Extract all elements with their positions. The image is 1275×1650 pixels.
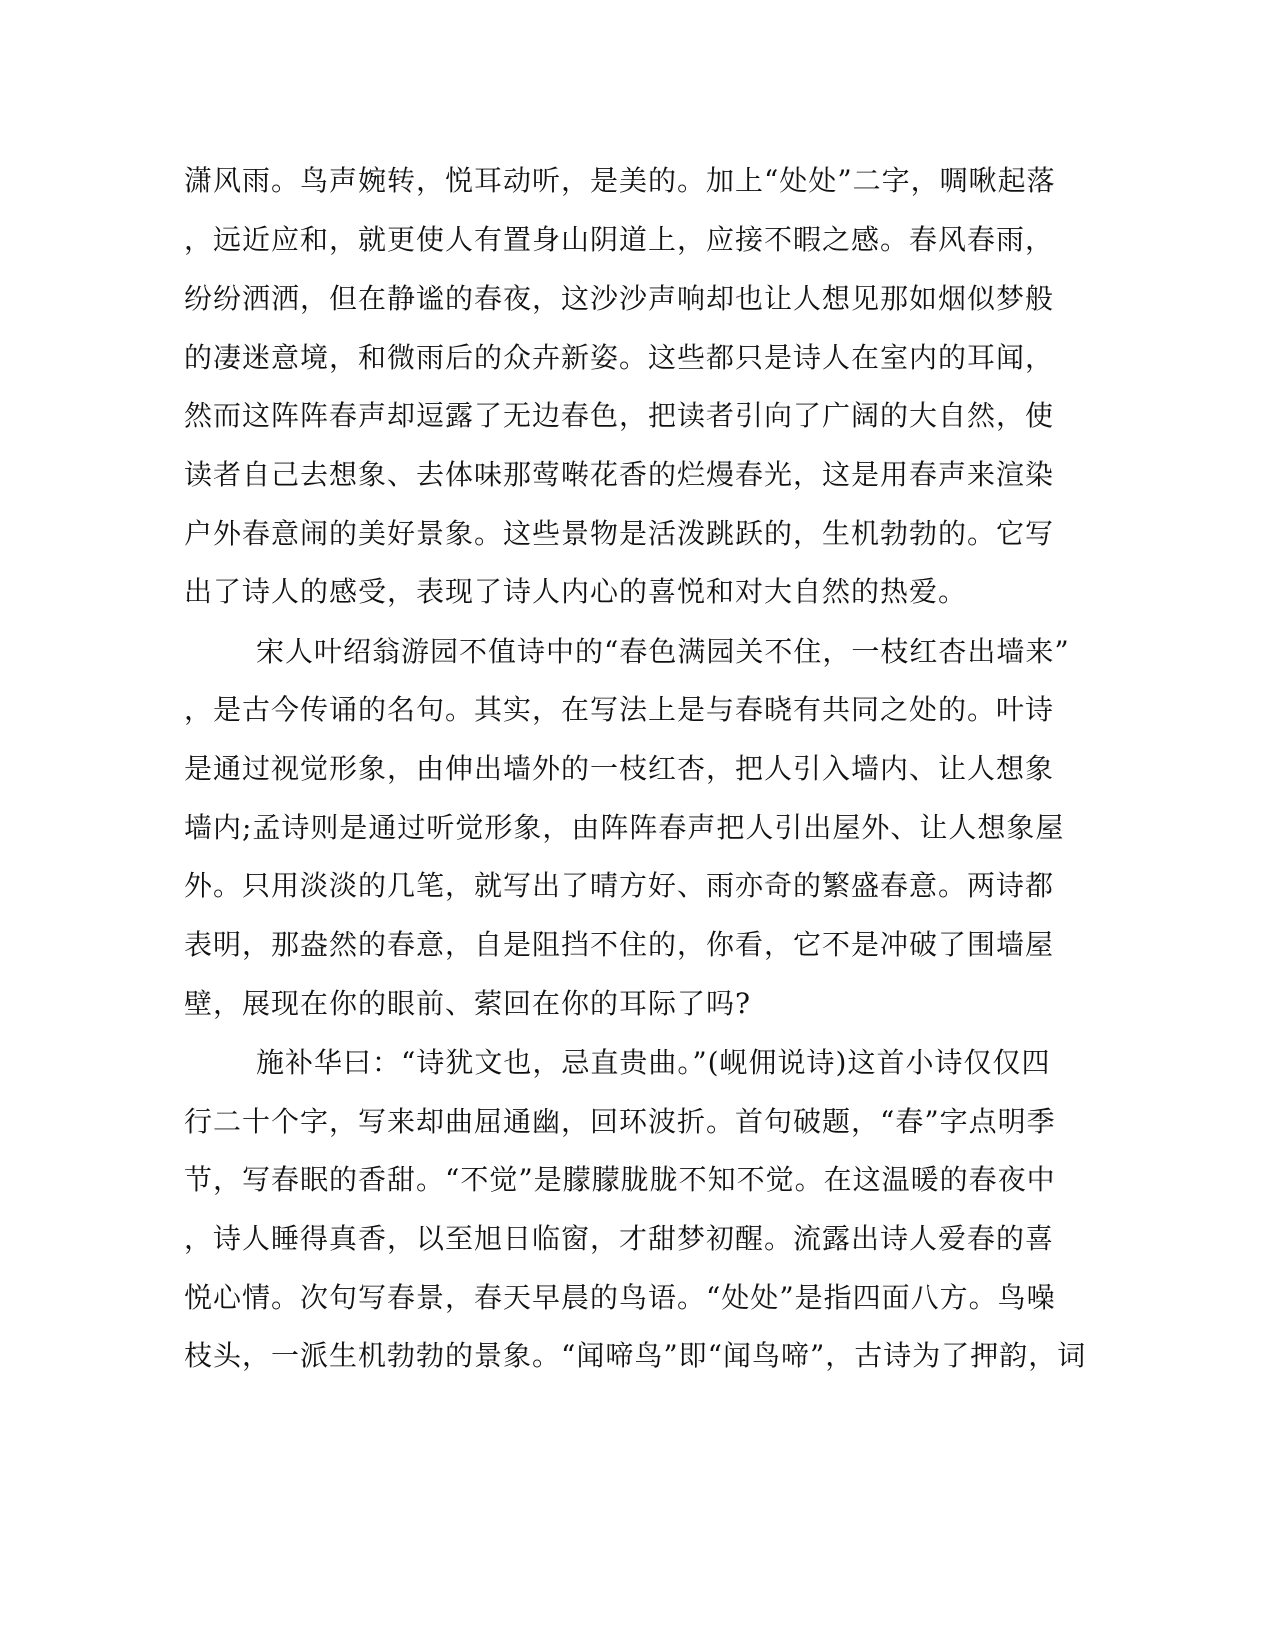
text-line: ，诗人睡得真香，以至旭日临窗，才甜梦初醒。流露出诗人爱春的喜 <box>184 1222 1055 1255</box>
text-line: ，是古今传诵的名句。其实，在写法上是与春晓有共同之处的。叶诗 <box>184 693 1055 726</box>
paragraph-start-line: 宋人叶绍翁游园不值诗中的“春色满园关不住，一枝红杏出墙来” <box>256 635 1070 668</box>
text-line: 行二十个字，写来却曲屈通幽，回环波折。首句破题，“春”字点明季 <box>184 1105 1056 1138</box>
text-line: 的凄迷意境，和微雨后的众卉新姿。这些都只是诗人在室内的耳闻， <box>184 341 1055 374</box>
text-line: 户外春意闹的美好景象。这些景物是活泼跳跃的，生机勃勃的。它写 <box>184 517 1055 550</box>
text-line: ，远近应和，就更使人有置身山阴道上，应接不暇之感。春风春雨， <box>184 223 1055 256</box>
paragraph-start-line: 施补华曰：“诗犹文也，忌直贵曲。”(岘佣说诗)这首小诗仅仅四 <box>256 1046 1051 1079</box>
text-line: 纷纷洒洒，但在静谧的春夜，这沙沙声响却也让人想见那如烟似梦般 <box>184 282 1055 315</box>
text-line: 节，写春眠的香甜。“不觉”是朦朦胧胧不知不觉。在这温暖的春夜中 <box>184 1163 1056 1196</box>
text-line: 表明，那盎然的春意，自是阻挡不住的，你看，它不是冲破了围墙屋 <box>184 928 1055 961</box>
text-line: 壁，展现在你的眼前、萦回在你的耳际了吗? <box>184 987 752 1020</box>
text-line: 然而这阵阵春声却逗露了无边春色，把读者引向了广阔的大自然，使 <box>184 399 1055 432</box>
text-line: 外。只用淡淡的几笔，就写出了晴方好、雨亦奇的繁盛春意。两诗都 <box>184 869 1055 902</box>
text-line: 读者自己去想象、去体味那莺啭花香的烂熳春光，这是用春声来渲染 <box>184 458 1055 491</box>
text-line: 墙内;孟诗则是通过听觉形象，由阵阵春声把人引出屋外、让人想象屋 <box>184 811 1065 844</box>
text-line: 枝头，一派生机勃勃的景象。“闻啼鸟”即“闻鸟啼”，古诗为了押韵，词 <box>184 1339 1087 1372</box>
text-line: 是通过视觉形象，由伸出墙外的一枝红杏，把人引入墙内、让人想象 <box>184 752 1055 785</box>
text-line: 出了诗人的感受，表现了诗人内心的喜悦和对大自然的热爱。 <box>184 575 968 608</box>
text-line: 悦心情。次句写春景，春天早晨的鸟语。“处处”是指四面八方。鸟噪 <box>184 1281 1056 1314</box>
text-line: 潇风雨。鸟声婉转，悦耳动听，是美的。加上“处处”二字，啁啾起落 <box>184 164 1056 197</box>
